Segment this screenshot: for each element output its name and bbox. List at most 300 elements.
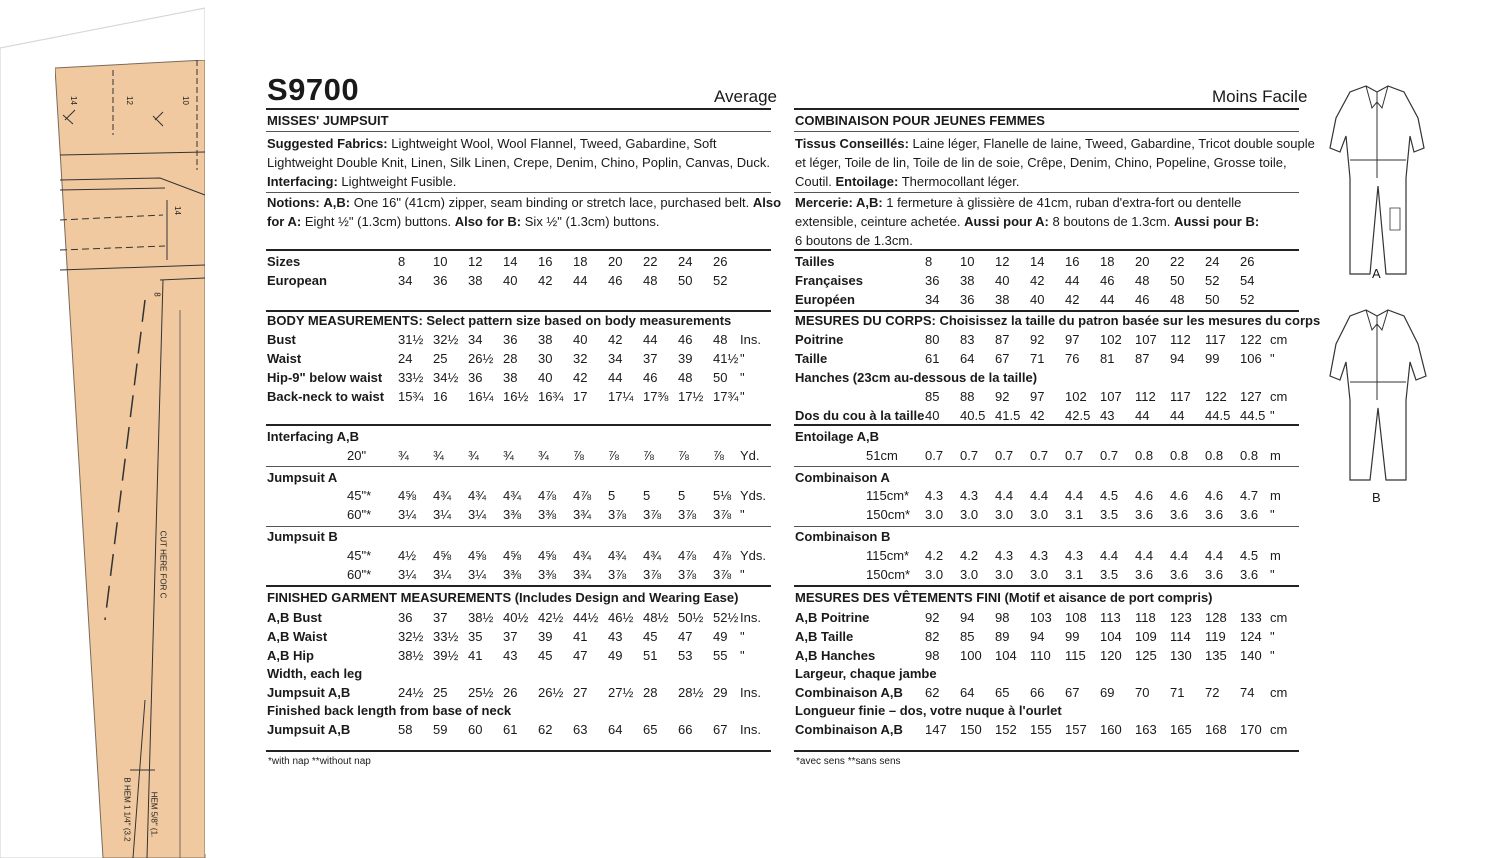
interfacing-value: Lightweight Fusible. — [341, 174, 457, 189]
longueur-row-label: Combinaison A,B — [795, 722, 903, 737]
jumpsuit-a-cell: 3¼ — [398, 507, 417, 522]
sizes-row-cell: 16 — [538, 254, 553, 269]
jumpsuit-b-cell: 3⅞ — [713, 567, 732, 582]
fini-row-unit: " — [1270, 629, 1275, 644]
difficulty-level: Average — [714, 87, 778, 106]
sizes-row-cell: 20 — [608, 254, 623, 269]
finished-row-cell: 43 — [503, 648, 518, 663]
back-length-row-cell: 58 — [398, 722, 413, 737]
interfacing-cell: ¾ — [433, 448, 444, 463]
body-row-cell: 17½ — [678, 389, 704, 404]
divider — [266, 526, 771, 527]
tissus-line-2: et léger, Toile de lin, Toile de lin de soie, Crêpe, Denim, Chino, Popeline, Grosse toile, — [795, 155, 1287, 170]
width-leg-row-cell: 28 — [643, 685, 658, 700]
body-row-cell: 26½ — [468, 351, 494, 366]
mercerie-line-2 — [795, 214, 1259, 229]
notions-text: One 16" (41cm) zipper, seam binding or stretch lace, purchased belt. — [353, 195, 750, 210]
interfacing-cell: ⅞ — [573, 448, 584, 463]
jumpsuit-b-cell: 4⅝ — [468, 548, 487, 563]
jumpsuit-b-unit: " — [740, 567, 745, 582]
corps-row-cell: 106 — [1240, 351, 1262, 366]
back-length-title: Finished back length from base of neck — [267, 703, 512, 718]
combinaison-a-width: 150cm* — [866, 507, 911, 522]
notions-ab: A,B: — [323, 195, 351, 210]
fini-row-cell: 125 — [1135, 648, 1157, 663]
tissue-drawing — [55, 60, 207, 858]
fini-row-cell: 85 — [960, 629, 975, 644]
longueur-row-cell: 155 — [1030, 722, 1052, 737]
europeen-row-cell: 48 — [1170, 292, 1185, 307]
largeur-row-label: Combinaison A,B — [795, 685, 903, 700]
back-length-row-label: Jumpsuit A,B — [267, 722, 351, 737]
body-row-cell: 16¾ — [538, 389, 564, 404]
finished-row-cell: 52½ — [713, 610, 739, 625]
jumpsuit-a-cell: 5 — [643, 488, 651, 503]
jumpsuit-a-cell: 3⅜ — [503, 507, 522, 522]
fini-row-cell: 110 — [1030, 648, 1051, 663]
body-row-cell: 44 — [608, 370, 623, 385]
combinaison-b-cell: 3.6 — [1205, 567, 1224, 582]
finished-row-cell: 51 — [643, 648, 658, 663]
combinaison-b-cell: 4.3 — [1030, 548, 1049, 563]
european-row-label: European — [267, 273, 327, 288]
longueur-row-cell: 160 — [1100, 722, 1122, 737]
width-leg-row-cell: 25½ — [468, 685, 494, 700]
body-row-cell: 42 — [573, 370, 588, 385]
entoilage-cell: 0.8 — [1240, 448, 1259, 463]
divider — [794, 424, 1299, 426]
finished-row-cell: 55 — [713, 648, 728, 663]
tissue-cut-text: CUT HERE FOR C — [158, 530, 168, 599]
corps-row-label: Poitrine — [795, 332, 844, 347]
entoilage-unit: m — [1270, 448, 1281, 463]
body-row-cell: 48 — [713, 332, 728, 347]
combinaison-a-cell: 4.5 — [1100, 488, 1119, 503]
combinaison-b-cell: 3.0 — [1030, 567, 1049, 582]
entoilage-ab-title: Entoilage A,B — [795, 429, 880, 444]
combinaison-a-title: Combinaison A — [795, 470, 890, 485]
divider — [266, 424, 771, 426]
divider — [266, 131, 771, 132]
entoilage-cell: 0.8 — [1205, 448, 1224, 463]
back-length-row-cell: 60 — [468, 722, 483, 737]
largeur-row-cell: 62 — [925, 685, 940, 700]
corps-row-cell: 61 — [925, 351, 940, 366]
combinaison-a-cell: 4.6 — [1135, 488, 1154, 503]
divider — [794, 310, 1299, 312]
finished-row-cell: 47 — [678, 629, 693, 644]
combinaison-b-cell: 3.0 — [960, 567, 979, 582]
fini-row-cell: 123 — [1170, 610, 1192, 625]
corps-row-cell: 81 — [1100, 351, 1115, 366]
tissue-mark-3: 10 — [180, 96, 190, 105]
jumpsuit-b-cell: 3¼ — [433, 567, 452, 582]
combinaison-a-cell: 3.0 — [995, 507, 1014, 522]
jumpsuit-a-cell: 4¾ — [433, 488, 452, 503]
width-leg-row-cell: 25 — [433, 685, 448, 700]
finished-row-cell: 44½ — [573, 610, 599, 625]
fini-row-cell: 98 — [925, 648, 940, 663]
corps-row-cell: 122 — [1240, 332, 1262, 347]
tailles-row-cell: 20 — [1135, 254, 1150, 269]
largeur-row-cell: 72 — [1205, 685, 1220, 700]
combinaison-b-cell: 4.4 — [1170, 548, 1189, 563]
finished-row-cell: 40½ — [503, 610, 529, 625]
back-length-row-cell: 62 — [538, 722, 553, 737]
jumpsuit-b-width: 60"* — [347, 567, 372, 582]
combinaison-b-width: 150cm* — [866, 567, 911, 582]
body-row-label: Back-neck to waist — [267, 389, 385, 404]
entoilage-value: Thermocollant léger. — [901, 174, 1020, 189]
jumpsuit-b-unit: Yds. — [740, 548, 767, 563]
corps-row-cell: 67 — [995, 351, 1010, 366]
mercerie-text-2a: extensible, ceinture achetée. — [795, 214, 961, 229]
body-row-unit: " — [740, 351, 745, 366]
francaises-row-cell: 40 — [995, 273, 1010, 288]
corps-row-cell: 87 — [995, 332, 1010, 347]
body-row-cell: 36 — [468, 370, 483, 385]
european-row-cell: 38 — [468, 273, 483, 288]
interfacing-unit: Yd. — [740, 448, 760, 463]
fini-row-cell: 135 — [1205, 648, 1227, 663]
mercerie-text-2c: 8 boutons de 1.3cm. — [1052, 214, 1171, 229]
francaises-row-label: Françaises — [795, 273, 863, 288]
longueur-row-cell: 163 — [1135, 722, 1157, 737]
tailles-row-cell: 18 — [1100, 254, 1115, 269]
width-leg-row-cell: 27½ — [608, 685, 634, 700]
combinaison-a-cell: 3.1 — [1065, 507, 1084, 522]
fini-row-cell: 99 — [1065, 629, 1080, 644]
largeur-row-unit: cm — [1270, 685, 1288, 700]
tissue-hem-b: B HEM 1 1/4" (3.2 — [122, 777, 132, 842]
corps-row-cell: 64 — [960, 351, 975, 366]
footnote-fr: *avec sens **sans sens — [796, 756, 901, 767]
notions-also: Also — [752, 195, 782, 210]
finished-row-cell: 39 — [538, 629, 553, 644]
body-row-cell: 32½ — [433, 332, 459, 347]
jumpsuit-a-cell: 4⅝ — [398, 488, 417, 503]
back-length-row-cell: 61 — [503, 722, 518, 737]
european-row-cell: 50 — [678, 273, 693, 288]
fini-row-cell: 104 — [995, 648, 1017, 663]
fabrics-line-1 — [267, 136, 716, 151]
back-length-row-cell: 59 — [433, 722, 448, 737]
interfacing-cell: ⅞ — [608, 448, 619, 463]
body-row-cell: 37 — [643, 351, 658, 366]
fini-row-cell: 94 — [1030, 629, 1045, 644]
corps-row-cell: 107 — [1135, 332, 1157, 347]
body-row-cell: 50 — [713, 370, 728, 385]
finished-row-cell: 41 — [573, 629, 588, 644]
corps-row-cell: 102 — [1100, 332, 1122, 347]
largeur-row-cell: 70 — [1135, 685, 1150, 700]
european-row-cell: 36 — [433, 273, 448, 288]
notions-for-a: for A: — [267, 214, 302, 229]
jumpsuit-b-cell: 4⅝ — [503, 548, 522, 563]
francaises-row-cell: 42 — [1030, 273, 1045, 288]
european-row-cell: 42 — [538, 273, 553, 288]
combinaison-a-cell: 3.0 — [1030, 507, 1049, 522]
jumpsuit-b-width: 45"* — [347, 548, 372, 563]
combinaison-a-cell: 4.6 — [1170, 488, 1189, 503]
longueur-row-cell: 147 — [925, 722, 947, 737]
finished-row-cell: 48½ — [643, 610, 669, 625]
jumpsuit-a-title: Jumpsuit A — [267, 470, 338, 485]
francaises-row-cell: 52 — [1205, 273, 1220, 288]
entoilage-cell: 0.7 — [960, 448, 979, 463]
notions-line-2 — [267, 214, 659, 229]
fini-row-cell: 133 — [1240, 610, 1262, 625]
hanches-row-cell: 102 — [1065, 389, 1087, 404]
corps-row-cell: 117 — [1205, 332, 1226, 347]
garment-title-fr: COMBINAISON POUR JEUNES FEMMES — [795, 113, 1045, 128]
corps-row-cell: 112 — [1170, 332, 1191, 347]
combinaison-a-cell: 4.4 — [1065, 488, 1084, 503]
corps-row-unit: cm — [1270, 332, 1288, 347]
width-leg-row-cell: 26½ — [538, 685, 564, 700]
jumpsuit-a-cell: 3¼ — [433, 507, 452, 522]
fini-row-cell: 89 — [995, 629, 1010, 644]
european-row-cell: 44 — [573, 273, 588, 288]
divider — [266, 310, 771, 312]
entoilage-cell: 0.7 — [925, 448, 944, 463]
body-row-cell: 33½ — [398, 370, 424, 385]
combinaison-a-cell: 3.6 — [1170, 507, 1189, 522]
fini-row-cell: 118 — [1135, 610, 1156, 625]
longueur-row-cell: 170 — [1240, 722, 1262, 737]
fini-row-cell: 124 — [1240, 629, 1262, 644]
finished-row-cell: 49 — [713, 629, 728, 644]
mercerie-line-1 — [795, 195, 1241, 210]
jumpsuit-view-a — [1322, 78, 1432, 278]
back-length-row-unit: Ins. — [740, 722, 761, 737]
body-row-cell: 44 — [643, 332, 658, 347]
finished-row-cell: 43 — [608, 629, 623, 644]
fini-row-unit: cm — [1270, 610, 1288, 625]
corps-row-label: Taille — [795, 351, 828, 366]
corps-row-cell: 99 — [1205, 351, 1220, 366]
jumpsuit-a-cell: 4¾ — [468, 488, 487, 503]
sizes-row-label: Sizes — [267, 254, 301, 269]
width-leg-row-cell: 26 — [503, 685, 518, 700]
finished-row-cell: 49 — [608, 648, 623, 663]
sizes-row-cell: 10 — [433, 254, 448, 269]
entoilage-cell: 0.7 — [1030, 448, 1049, 463]
hanches-label: Hanches (23cm au-dessous de la taille) — [795, 370, 1038, 385]
view-b-label: B — [1372, 490, 1381, 505]
divider — [794, 131, 1299, 132]
mesures-fini-title: MESURES DES VÊTEMENTS FINI (Motif et aisance de port compris) — [795, 590, 1213, 605]
jumpsuit-b-cell: 3¾ — [573, 567, 592, 582]
combinaison-b-cell: 3.6 — [1135, 567, 1154, 582]
hanches-row-cell: 107 — [1100, 389, 1122, 404]
body-row-cell: 30 — [538, 351, 553, 366]
combinaison-a-unit: " — [1270, 507, 1275, 522]
interfacing-line — [267, 174, 456, 189]
interfacing-cell: ¾ — [398, 448, 409, 463]
notions-line-1 — [267, 195, 781, 210]
fini-row-cell: 98 — [995, 610, 1010, 625]
longueur-row-cell: 165 — [1170, 722, 1192, 737]
finished-row-cell: 38½ — [398, 648, 424, 663]
divider — [266, 585, 771, 587]
jumpsuit-a-cell: 5 — [608, 488, 616, 503]
hanches-row-cell: 127 — [1240, 389, 1262, 404]
dos-row-cell: 40.5 — [960, 408, 986, 423]
francaises-row-cell: 36 — [925, 273, 940, 288]
combinaison-b-cell: 4.2 — [960, 548, 979, 563]
tailles-row-cell: 10 — [960, 254, 975, 269]
body-row-label: Hip-9" below waist — [267, 370, 383, 385]
fabrics-label: Suggested Fabrics: — [267, 136, 388, 151]
jumpsuit-a-cell: 5⅛ — [713, 488, 732, 503]
longueur-row-cell: 150 — [960, 722, 982, 737]
european-row-cell: 46 — [608, 273, 623, 288]
entoilage-cell: 0.8 — [1170, 448, 1189, 463]
european-row-cell: 48 — [643, 273, 658, 288]
dos-row-cell: 42 — [1030, 408, 1045, 423]
finished-row-cell: 46½ — [608, 610, 634, 625]
combinaison-a-width: 115cm* — [866, 488, 910, 503]
europeen-row-label: Européen — [795, 292, 855, 307]
european-row-cell: 34 — [398, 273, 413, 288]
tissus-text-3: Coutil. — [795, 174, 832, 189]
interfacing-cell: ⅞ — [643, 448, 654, 463]
width-each-leg-title: Width, each leg — [267, 666, 363, 681]
corps-row-cell: 76 — [1065, 351, 1080, 366]
mercerie-line-3: 6 boutons de 1.3cm. — [795, 233, 913, 248]
sizes-row-cell: 12 — [468, 254, 483, 269]
notions-also-b: Also for B: — [454, 214, 522, 229]
finished-row-cell: 38½ — [468, 610, 494, 625]
body-row-cell: 38 — [538, 332, 553, 347]
finished-row-cell: 42½ — [538, 610, 564, 625]
interfacing-label: Interfacing: — [267, 174, 338, 189]
body-row-cell: 46 — [643, 370, 658, 385]
fini-row-cell: 128 — [1205, 610, 1227, 625]
body-row-label: Waist — [267, 351, 302, 366]
footnote-en: *with nap **without nap — [268, 756, 371, 767]
mercerie-aussi-a: Aussi pour A: — [964, 214, 1049, 229]
jumpsuit-b-cell: 4⅞ — [713, 548, 732, 563]
finished-row-cell: 37 — [433, 610, 448, 625]
fini-row-cell: 113 — [1100, 610, 1121, 625]
jumpsuit-b-cell: 3⅞ — [643, 567, 662, 582]
hanches-row-unit: cm — [1270, 389, 1288, 404]
dos-row-cell: 42.5 — [1065, 408, 1091, 423]
fini-row-cell: 94 — [960, 610, 975, 625]
body-row-cell: 46 — [678, 332, 693, 347]
mercerie-label: Mercerie: A,B: — [795, 195, 883, 210]
body-row-cell: 48 — [678, 370, 693, 385]
combinaison-b-cell: 3.6 — [1240, 567, 1259, 582]
finished-row-label: A,B Hip — [267, 648, 314, 663]
sizes-row-cell: 26 — [713, 254, 728, 269]
finished-row-cell: 53 — [678, 648, 693, 663]
body-row-cell: 32 — [573, 351, 588, 366]
largeur-row-cell: 67 — [1065, 685, 1080, 700]
body-row-cell: 39 — [678, 351, 693, 366]
finished-row-cell: 45 — [538, 648, 553, 663]
combinaison-b-cell: 4.2 — [925, 548, 944, 563]
jumpsuit-b-cell: 3⅜ — [503, 567, 522, 582]
largeur-row-cell: 64 — [960, 685, 975, 700]
divider — [266, 249, 771, 251]
combinaison-b-cell: 3.1 — [1065, 567, 1084, 582]
fini-row-cell: 108 — [1065, 610, 1087, 625]
finished-row-cell: 33½ — [433, 629, 459, 644]
entoilage-cell: 0.7 — [1065, 448, 1084, 463]
interfacing-cell: ¾ — [468, 448, 479, 463]
jumpsuit-a-unit: Yds. — [740, 488, 767, 503]
hanches-row-cell: 122 — [1205, 389, 1227, 404]
combinaison-b-cell: 3.0 — [995, 567, 1014, 582]
combinaison-b-cell: 4.3 — [995, 548, 1014, 563]
tissue-mark-1: 14 — [68, 96, 78, 105]
jumpsuit-a-cell: 5 — [678, 488, 686, 503]
jumpsuit-b-title: Jumpsuit B — [267, 529, 338, 544]
body-row-cell: 17¾ — [713, 389, 739, 404]
fini-row-cell: 130 — [1170, 648, 1192, 663]
combinaison-b-unit: m — [1270, 548, 1281, 563]
sizes-row-cell: 8 — [398, 254, 406, 269]
jumpsuit-a-unit: " — [740, 507, 745, 522]
body-row-cell: 36 — [503, 332, 518, 347]
combinaison-a-cell: 3.0 — [960, 507, 979, 522]
pattern-code: S9700 — [267, 72, 360, 107]
europeen-row-cell: 44 — [1100, 292, 1115, 307]
europeen-row-cell: 46 — [1135, 292, 1150, 307]
fini-row-cell: 103 — [1030, 610, 1052, 625]
width-leg-row-cell: 29 — [713, 685, 728, 700]
corps-row-cell: 71 — [1030, 351, 1045, 366]
francaises-row-cell: 48 — [1135, 273, 1150, 288]
interfacing-cell: ⅞ — [678, 448, 689, 463]
divider — [266, 192, 771, 193]
combinaison-b-cell: 4.3 — [1065, 548, 1084, 563]
jumpsuit-b-cell: 4⅞ — [678, 548, 697, 563]
jumpsuit-a-width: 45"* — [347, 488, 372, 503]
europeen-row-cell: 36 — [960, 292, 975, 307]
fini-row-cell: 82 — [925, 629, 940, 644]
tailles-row-cell: 16 — [1065, 254, 1080, 269]
combinaison-b-width: 115cm* — [866, 548, 910, 563]
tissus-line-1 — [795, 136, 1315, 151]
largeur-row-cell: 65 — [995, 685, 1010, 700]
width-leg-row-cell: 28½ — [678, 685, 704, 700]
jumpsuit-b-cell: 3¼ — [398, 567, 417, 582]
largeur-row-cell: 69 — [1100, 685, 1115, 700]
tissus-label: Tissus Conseillés: — [795, 136, 909, 151]
finished-row-cell: 36 — [398, 610, 413, 625]
fini-row-cell: 119 — [1205, 629, 1226, 644]
interfacing-width: 20" — [347, 448, 367, 463]
body-row-cell: 25 — [433, 351, 448, 366]
body-row-label: Bust — [267, 332, 296, 347]
divider — [794, 466, 1299, 467]
combinaison-a-cell: 3.0 — [925, 507, 944, 522]
longueur-row-cell: 152 — [995, 722, 1017, 737]
combinaison-b-cell: 4.4 — [1100, 548, 1119, 563]
largeur-row-cell: 66 — [1030, 685, 1045, 700]
corps-row-cell: 87 — [1135, 351, 1150, 366]
combinaison-b-unit: " — [1270, 567, 1275, 582]
body-row-cell: 17¼ — [608, 389, 634, 404]
finished-row-label: A,B Waist — [267, 629, 328, 644]
hanches-row-cell: 92 — [995, 389, 1010, 404]
jumpsuit-b-cell: 3¼ — [468, 567, 487, 582]
body-row-cell: 41½ — [713, 351, 739, 366]
